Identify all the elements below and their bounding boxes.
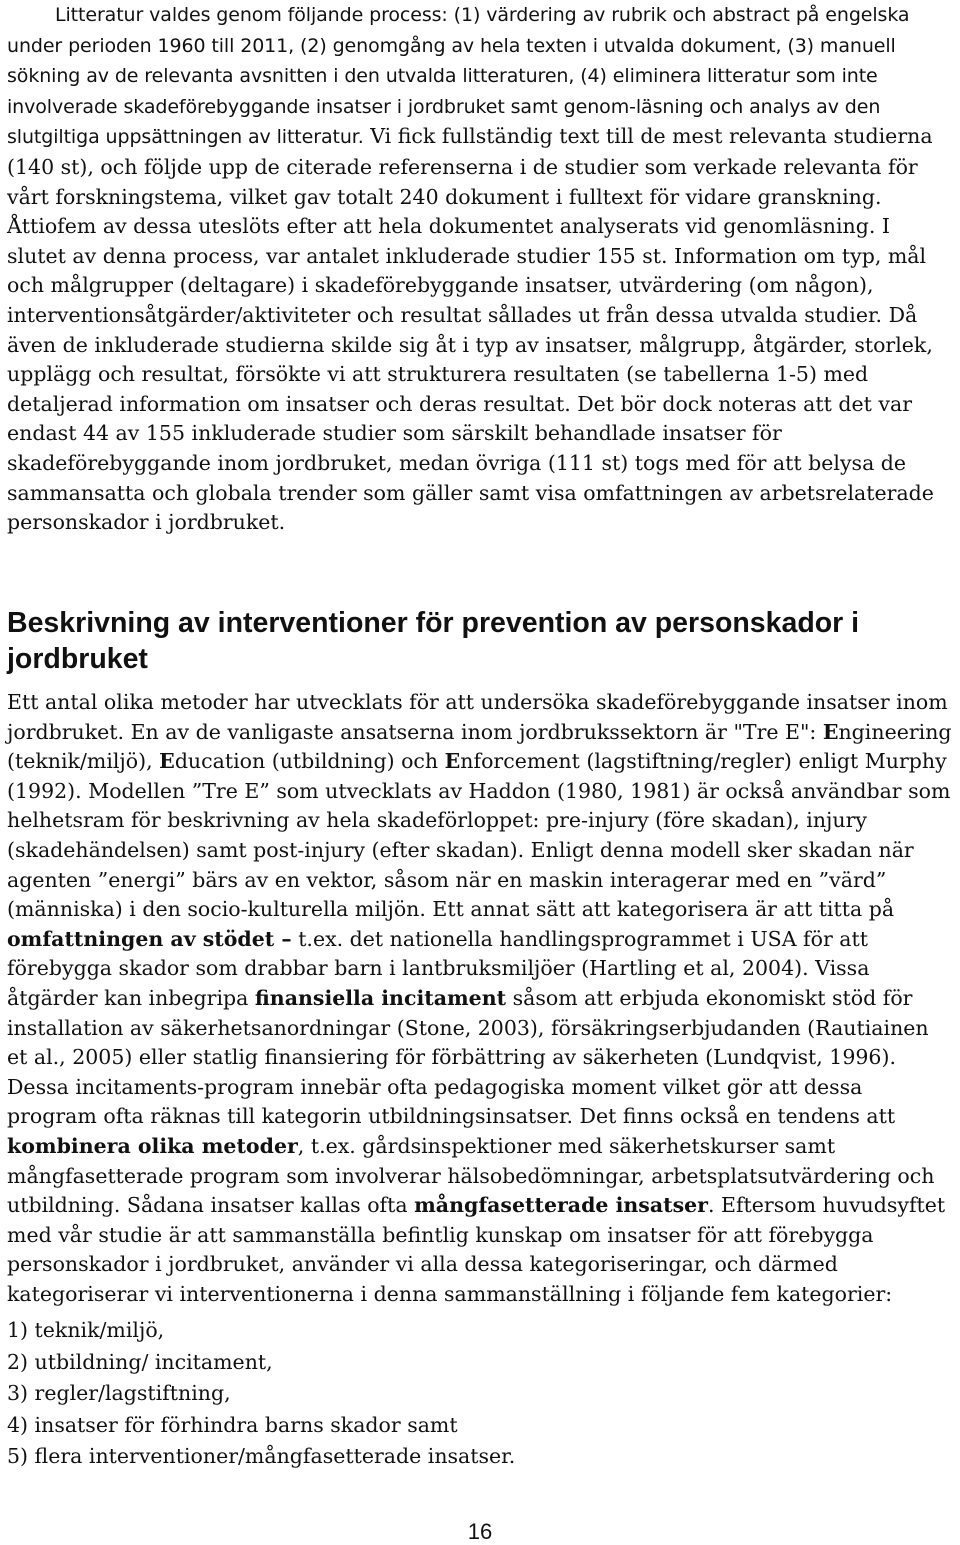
body-paragraph <box>7 688 953 1309</box>
body-bold-scope: omfattningen av stödet – <box>7 926 292 951</box>
body-emphasis-e3: E <box>444 749 461 774</box>
body-text-7: , t.ex. gårdsinspektioner med säkerhetskurser samt mångfasetterade program som involverar hälsobedömningar, arbetsplatsutvärdering och utbildning. Sådana insatser kallas ofta <box>7 1133 935 1218</box>
document-page <box>7 0 953 1544</box>
body-text-2: ngineering (teknik/miljö), <box>7 719 952 774</box>
body-emphasis-e2: E <box>159 749 175 774</box>
category-item: 3) regler/lagstiftning, <box>7 1381 231 1406</box>
intro-sans-text: Litteratur valdes genom följande process: (1) värdering av rubrik och abstract på engelska under perioden 1960 till 2011, (2) genomgång av hela texten i utvalda dokument, (3) manuell sökning av de relevanta avsnitten i den utvalda litteraturen, (4) eliminera litteratur som inte involverade skadeförebyggande insatser i jordbruket samt genom-läsning och analys av den slutgiltiga uppsättningen av litteratur. <box>7 4 910 149</box>
body-text-6: såsom att erbjuda ekonomiskt stöd för installation av säkerhetsanordningar (Stone, 2003), försäkringserbjudanden (Rautiainen et al., 2005) eller statlig finansiering för förbättring av säkerheten (Lundqvist, 1996). Dessa incitaments-program innebär ofta pedagogiska moment vilket gör att dessa program ofta räknas till kategorin utbildningsinsatser. Det finns också en tendens att <box>7 985 929 1129</box>
category-item: 2) utbildning/ incitament, <box>7 1349 273 1374</box>
page-number: 16 <box>467 1519 493 1544</box>
intro-rest-text: Vi fick fullständig text till de mest relevanta studierna (140 st), och följde upp de citerade referenserna i de studier som verkade relevanta för vårt forskningstema, vilket gav totalt 240 dokument i fulltext för vidare granskning. Åttiofem av dessa uteslöts efter att hela dokumentet analyserats vid genomläsning. I slutet av denna process, var antalet inkluderade studier 155 st. Information om typ, mål och målgrupper (deltagare) i skadeförebyggande insatser, utvärdering (om någon), interventionsåtgärder/aktiviteter och resultat sållades ut från dessa utvalda studier. Då även de inkluderade studierna skilde sig åt i typ av insatser, målgrupp, åtgärder, storlek, upplägg och resultat, försökte vi att strukturera resultaten (se tabellerna 1-5) med detaljerad information om insatser och deras resultat. Det bör dock noteras att det var endast 44 av 155 inkluderade studier som särskilt behandlade insatser för skadeförebyggande inom jordbruket, medan övriga (111 st) togs med för att belysa de sammansatta och globala trender som gäller samt visa omfattningen av arbetsrelaterade personskador i jordbruket. <box>7 124 934 535</box>
body-text-8: . Eftersom huvudsyftet med vår studie är att sammanställa befintlig kunskap om insatser för att förebygga personskador i jordbruket, använder vi alla dessa kategoriseringar, och därmed kategoriserar vi interventionerna i denna sammanställning i följande fem kategorier: <box>7 1193 946 1306</box>
body-bold-multifaceted: mångfasetterade insatser <box>414 1193 708 1218</box>
body-bold-incentives: finansiella incitament <box>254 985 507 1010</box>
section-heading: Beskrivning av interventioner för prevention av personskador i jordbruket <box>7 607 860 675</box>
intro-paragraph <box>7 0 953 538</box>
category-item: 1) teknik/miljö, <box>7 1318 165 1342</box>
body-bold-combine: kombinera olika metoder <box>7 1133 298 1158</box>
body-text-3: ducation (utbildning) och <box>174 749 445 774</box>
body-text-5: t.ex. det nationella handlingsprogrammet i USA för att förebygga skador som drabbar barn i lantbruksmiljöer (Hartling et al, 2004). Vissa åtgärder kan inbegripa <box>7 926 870 1010</box>
category-list <box>7 1315 515 1473</box>
body-text-4: nforcement (lagstiftning/regler) enligt Murphy (1992). Modellen ”Tre E” som utvecklats av Haddon (1980, 1981) är också användbar som helhetsram för beskrivning av hela skadeförloppet: pre-injury (före skadan), injury (skadehändelsen) samt post-injury (efter skadan). Enligt denna modell sker skadan när agenten ”energi” bärs av en vektor, såsom när en maskin interagerar med en ”värd” (människa) i den socio-kulturella miljön. Ett annat sätt att kategorisera är att titta på <box>7 749 951 922</box>
category-item: 5) flera interventioner/mångfasetterade insatser. <box>7 1444 516 1469</box>
body-emphasis-e1: E <box>822 719 839 744</box>
body-text-1: Ett antal olika metoder har utvecklats för att undersöka skadeförebyggande insatser inom jordbruket. En av de vanligaste ansatserna inom jordbrukssektorn är "Tre E": <box>7 690 948 744</box>
category-item: 4) insatser för förhindra barns skador samt <box>7 1412 458 1437</box>
